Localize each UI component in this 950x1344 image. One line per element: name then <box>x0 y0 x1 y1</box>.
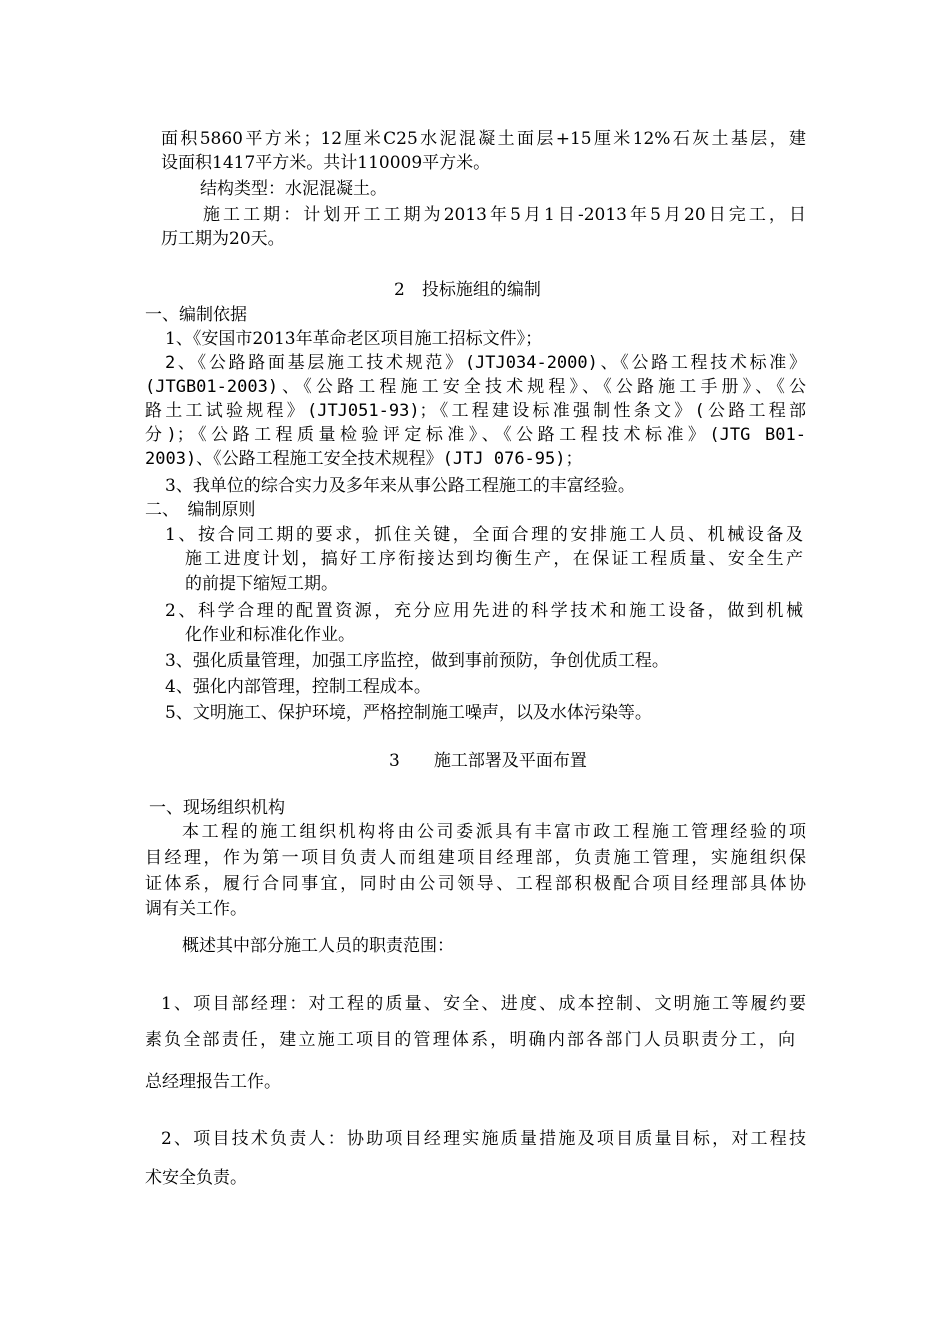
basis-item-2-line-4: 分)；《公路工程质量检验评定标准》、《公路工程技术标准》(JTG B01- <box>145 425 806 445</box>
org-para-line-4: 调有关工作。 <box>145 899 247 919</box>
org-para-line-2: 目经理，作为第一项目负责人而组建项目经理部，负责施工管理，实施组织保 <box>145 848 806 868</box>
duty-1-line-2: 素负全部责任，建立施工项目的管理体系，明确内部各部门人员职责分工，向 <box>145 1030 795 1050</box>
duty-1-line-3: 总经理报告工作。 <box>145 1072 281 1092</box>
scale-line-2: 设面积1417平方米。共计110009平方米。 <box>161 153 491 173</box>
construction-period-line-2: 历工期为20天。 <box>161 229 285 249</box>
org-para-line-3: 证体系，履行合同事宜，同时由公司领导、工程部积极配合项目经理部具体协 <box>145 874 806 894</box>
basis-item-2-line-5: 2003)、《公路工程施工安全技术规程》(JTJ 076-95)； <box>145 449 583 469</box>
principle-item-1-line-2: 施工进度计划，搞好工序衔接达到均衡生产，在保证工程质量、安全生产 <box>185 549 803 569</box>
construction-period-line-1: 施工工期：计划开工工期为2013年5月1日-2013年5月20日完工，日 <box>203 205 806 225</box>
org-para-line-1: 本工程的施工组织机构将由公司委派具有丰富市政工程施工管理经验的项 <box>182 822 806 842</box>
principle-item-1-line-1: 1、按合同工期的要求，抓住关键，全面合理的安排施工人员、机械设备及 <box>165 525 803 545</box>
principle-item-5: 5、文明施工、保护环境，严格控制施工噪声，以及水体污染等。 <box>165 703 652 723</box>
duties-intro: 概述其中部分施工人员的职责范围： <box>182 936 454 956</box>
duty-2-line-2: 术安全负责。 <box>145 1168 247 1188</box>
principle-heading: 二、 编制原则 <box>145 500 256 520</box>
duty-2-line-1: 2、项目技术负责人：协助项目经理实施质量措施及项目质量目标，对工程技 <box>161 1129 806 1149</box>
basis-item-2-line-3: 路土工试验规程》(JTJ051-93)；《工程建设标准强制性条文》(公路工程部 <box>145 401 806 421</box>
duty-1-line-1: 1、项目部经理：对工程的质量、安全、进度、成本控制、文明施工等履约要 <box>161 994 806 1014</box>
basis-item-2-line-2: (JTGB01-2003)、《公路工程施工安全技术规程》、《公路施工手册》、《公 <box>145 377 806 397</box>
scale-line-1: 面积5860平方米；12厘米C25水泥混凝土面层+15厘米12%石灰土基层，建 <box>161 129 806 149</box>
section-3-title: 3 施工部署及平面布置 <box>389 751 587 771</box>
principle-item-1-line-3: 的前提下缩短工期。 <box>185 574 338 594</box>
section-2-title: 2 投标施组的编制 <box>394 280 541 300</box>
basis-item-2-line-1: 2、《公路路面基层施工技术规范》(JTJ034-2000)、《公路工程技术标准》 <box>165 353 806 373</box>
structure-type: 结构类型：水泥混凝土。 <box>200 179 387 199</box>
basis-item-1: 1、《安国市2013年革命老区项目施工招标文件》； <box>165 329 543 349</box>
principle-item-3: 3、强化质量管理，加强工序监控，做到事前预防，争创优质工程。 <box>165 651 669 671</box>
basis-heading: 一、编制依据 <box>145 305 247 325</box>
principle-item-4: 4、强化内部管理，控制工程成本。 <box>165 677 431 697</box>
principle-item-2-line-1: 2、科学合理的配置资源，充分应用先进的科学技术和施工设备，做到机械 <box>165 601 803 621</box>
principle-item-2-line-2: 化作业和标准化作业。 <box>185 625 355 645</box>
basis-item-3: 3、我单位的综合实力及多年来从事公路工程施工的丰富经验。 <box>165 476 635 496</box>
org-heading: 一、现场组织机构 <box>149 798 285 818</box>
